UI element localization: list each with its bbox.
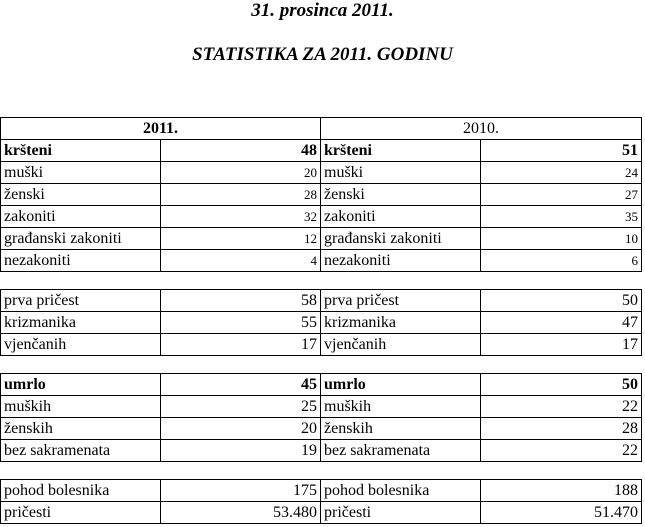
row-label-2011: kršteni bbox=[1, 140, 161, 162]
row-value-2011: 20 bbox=[161, 162, 321, 184]
row-label-2010: muških bbox=[321, 396, 481, 418]
row-value-2011: 17 bbox=[161, 334, 321, 356]
row-value-2010: 27 bbox=[481, 184, 642, 206]
row-value-2011: 45 bbox=[161, 374, 321, 396]
row-value-2010: 188 bbox=[481, 480, 642, 502]
row-label-2011: muški bbox=[1, 162, 161, 184]
row-value-2011: 28 bbox=[161, 184, 321, 206]
row-label-2010: pričesti bbox=[321, 502, 481, 524]
row-label-2011: prva pričest bbox=[1, 290, 161, 312]
row-label-2010: muški bbox=[321, 162, 481, 184]
row-label-2011: ženski bbox=[1, 184, 161, 206]
document-title: STATISTIKA ZA 2011. GODINU bbox=[192, 44, 453, 65]
row-value-2010: 22 bbox=[481, 396, 642, 418]
section-gap bbox=[1, 356, 642, 374]
row-label-2010: umrlo bbox=[321, 374, 481, 396]
row-value-2010: 6 bbox=[481, 250, 642, 272]
row-value-2010: 17 bbox=[481, 334, 642, 356]
row-label-2011: bez sakramenata bbox=[1, 440, 161, 462]
row-value-2010: 22 bbox=[481, 440, 642, 462]
row-label-2010: vjenčanih bbox=[321, 334, 481, 356]
row-label-2010: prva pričest bbox=[321, 290, 481, 312]
row-label-2011: krizmanika bbox=[1, 312, 161, 334]
row-label-2011: ženskih bbox=[1, 418, 161, 440]
row-value-2010: 10 bbox=[481, 228, 642, 250]
row-value-2010: 24 bbox=[481, 162, 642, 184]
table-row bbox=[1, 440, 642, 462]
row-label-2010: ženskih bbox=[321, 418, 481, 440]
table-row bbox=[1, 162, 642, 184]
row-value-2011: 12 bbox=[161, 228, 321, 250]
year-2011-header: 2011. bbox=[1, 118, 321, 140]
row-value-2011: 48 bbox=[161, 140, 321, 162]
row-label-2010: zakoniti bbox=[321, 206, 481, 228]
row-label-2011: muških bbox=[1, 396, 161, 418]
row-value-2010: 35 bbox=[481, 206, 642, 228]
row-value-2010: 50 bbox=[481, 374, 642, 396]
row-value-2011: 53.480 bbox=[161, 502, 321, 524]
year-2010-header: 2010. bbox=[321, 118, 642, 140]
table-row bbox=[1, 140, 642, 162]
table-row bbox=[1, 312, 642, 334]
table-row bbox=[1, 418, 642, 440]
row-value-2010: 51 bbox=[481, 140, 642, 162]
section-gap bbox=[1, 272, 642, 290]
row-value-2011: 58 bbox=[161, 290, 321, 312]
table-row bbox=[1, 290, 642, 312]
row-label-2011: pohod bolesnika bbox=[1, 480, 161, 502]
table-row bbox=[1, 184, 642, 206]
row-value-2010: 50 bbox=[481, 290, 642, 312]
row-value-2010: 28 bbox=[481, 418, 642, 440]
row-label-2011: pričesti bbox=[1, 502, 161, 524]
table-header-row bbox=[1, 118, 642, 140]
table-row bbox=[1, 396, 642, 418]
row-label-2010: nezakoniti bbox=[321, 250, 481, 272]
row-label-2011: nezakoniti bbox=[1, 250, 161, 272]
table-row bbox=[1, 334, 642, 356]
row-label-2011: umrlo bbox=[1, 374, 161, 396]
statistics-table bbox=[0, 117, 642, 524]
row-value-2011: 175 bbox=[161, 480, 321, 502]
table-row bbox=[1, 374, 642, 396]
row-value-2011: 20 bbox=[161, 418, 321, 440]
section-gap bbox=[1, 462, 642, 480]
row-label-2010: bez sakramenata bbox=[321, 440, 481, 462]
row-value-2011: 32 bbox=[161, 206, 321, 228]
row-label-2011: vjenčanih bbox=[1, 334, 161, 356]
table-row bbox=[1, 228, 642, 250]
row-label-2010: pohod bolesnika bbox=[321, 480, 481, 502]
row-value-2010: 47 bbox=[481, 312, 642, 334]
table-row bbox=[1, 206, 642, 228]
table-row bbox=[1, 480, 642, 502]
row-label-2011: građanski zakoniti bbox=[1, 228, 161, 250]
row-label-2010: kršteni bbox=[321, 140, 481, 162]
row-label-2010: ženski bbox=[321, 184, 481, 206]
document-date: 31. prosinca 2011. bbox=[251, 0, 394, 21]
row-label-2010: građanski zakoniti bbox=[321, 228, 481, 250]
row-label-2010: krizmanika bbox=[321, 312, 481, 334]
row-value-2011: 25 bbox=[161, 396, 321, 418]
row-value-2011: 4 bbox=[161, 250, 321, 272]
row-value-2010: 51.470 bbox=[481, 502, 642, 524]
row-label-2011: zakoniti bbox=[1, 206, 161, 228]
table-row bbox=[1, 250, 642, 272]
table-row bbox=[1, 502, 642, 524]
row-value-2011: 55 bbox=[161, 312, 321, 334]
row-value-2011: 19 bbox=[161, 440, 321, 462]
